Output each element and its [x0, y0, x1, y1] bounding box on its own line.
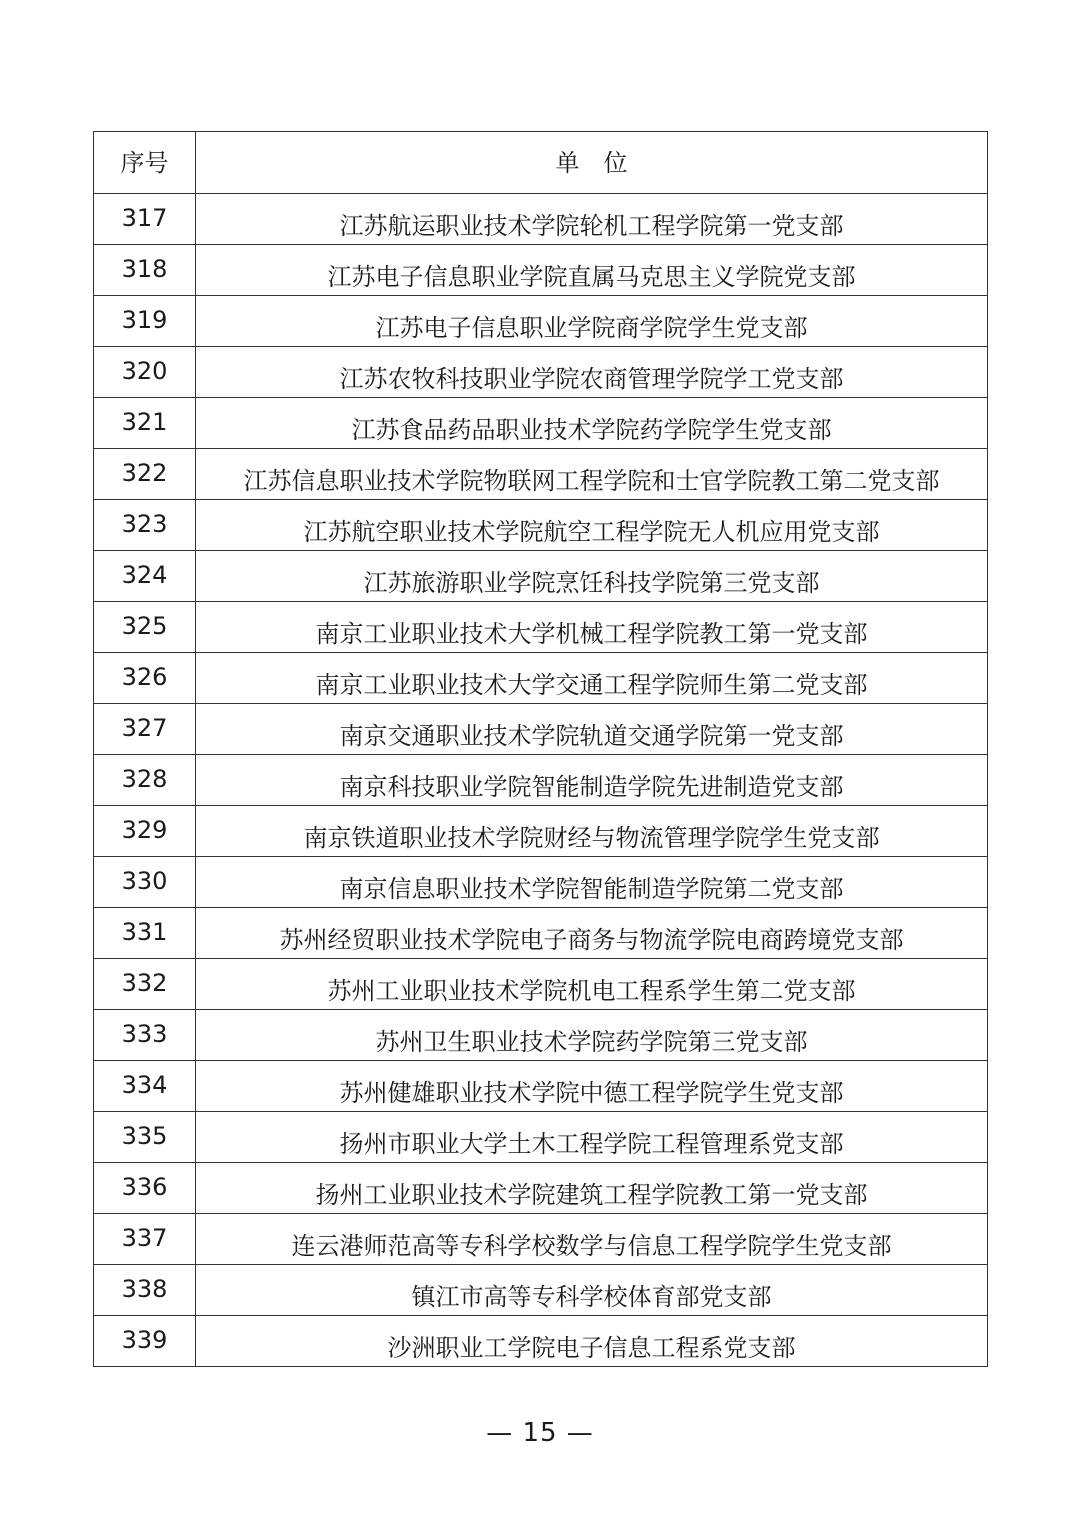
- table-row: [94, 1163, 988, 1214]
- row-seq: 336: [94, 1163, 196, 1214]
- table-row: [94, 194, 988, 245]
- row-unit: 扬州工业职业技术学院建筑工程学院教工第一党支部: [196, 1163, 988, 1214]
- row-seq: 337: [94, 1214, 196, 1265]
- row-unit: 苏州工业职业技术学院机电工程系学生第二党支部: [196, 959, 988, 1010]
- row-unit: 苏州经贸职业技术学院电子商务与物流学院电商跨境党支部: [196, 908, 988, 959]
- table-row: [94, 1316, 988, 1367]
- table-row: [94, 755, 988, 806]
- table-row: [94, 959, 988, 1010]
- row-seq: 325: [94, 602, 196, 653]
- row-seq: 333: [94, 1010, 196, 1061]
- row-seq: 334: [94, 1061, 196, 1112]
- table-header: [94, 132, 988, 194]
- table-row: [94, 602, 988, 653]
- row-unit: 南京工业职业技术大学交通工程学院师生第二党支部: [196, 653, 988, 704]
- header-row: [94, 132, 988, 194]
- row-seq: 318: [94, 245, 196, 296]
- row-unit: 江苏食品药品职业技术学院药学院学生党支部: [196, 398, 988, 449]
- row-unit: 江苏航空职业技术学院航空工程学院无人机应用党支部: [196, 500, 988, 551]
- row-seq: 338: [94, 1265, 196, 1316]
- table-row: [94, 398, 988, 449]
- units-table: [93, 131, 988, 1367]
- row-seq: 319: [94, 296, 196, 347]
- table-row: [94, 908, 988, 959]
- table-row: [94, 1112, 988, 1163]
- row-unit: 南京工业职业技术大学机械工程学院教工第一党支部: [196, 602, 988, 653]
- table-row: [94, 704, 988, 755]
- row-unit: 镇江市高等专科学校体育部党支部: [196, 1265, 988, 1316]
- row-seq: 317: [94, 194, 196, 245]
- row-unit: 南京铁道职业技术学院财经与物流管理学院学生党支部: [196, 806, 988, 857]
- table-row: [94, 1214, 988, 1265]
- row-unit: 南京信息职业技术学院智能制造学院第二党支部: [196, 857, 988, 908]
- row-seq: 328: [94, 755, 196, 806]
- row-seq: 335: [94, 1112, 196, 1163]
- row-unit: 沙洲职业工学院电子信息工程系党支部: [196, 1316, 988, 1367]
- header-seq: 序号: [94, 132, 196, 194]
- row-unit: 苏州健雄职业技术学院中德工程学院学生党支部: [196, 1061, 988, 1112]
- row-unit: 江苏电子信息职业学院直属马克思主义学院党支部: [196, 245, 988, 296]
- row-unit: 苏州卫生职业技术学院药学院第三党支部: [196, 1010, 988, 1061]
- row-seq: 332: [94, 959, 196, 1010]
- table-body: [94, 194, 988, 1367]
- row-unit: 江苏农牧科技职业学院农商管理学院学工党支部: [196, 347, 988, 398]
- row-seq: 329: [94, 806, 196, 857]
- row-unit: 江苏旅游职业学院烹饪科技学院第三党支部: [196, 551, 988, 602]
- table-row: [94, 245, 988, 296]
- table-row: [94, 551, 988, 602]
- row-unit: 江苏信息职业技术学院物联网工程学院和士官学院教工第二党支部: [196, 449, 988, 500]
- table-row: [94, 347, 988, 398]
- table-row: [94, 1061, 988, 1112]
- table-row: [94, 1010, 988, 1061]
- row-unit: 扬州市职业大学土木工程学院工程管理系党支部: [196, 1112, 988, 1163]
- row-seq: 321: [94, 398, 196, 449]
- table-row: [94, 500, 988, 551]
- row-seq: 326: [94, 653, 196, 704]
- row-unit: 南京科技职业学院智能制造学院先进制造党支部: [196, 755, 988, 806]
- row-seq: 320: [94, 347, 196, 398]
- table-row: [94, 806, 988, 857]
- row-seq: 331: [94, 908, 196, 959]
- page-number: — 15 —: [486, 1418, 594, 1448]
- table-row: [94, 449, 988, 500]
- row-seq: 324: [94, 551, 196, 602]
- row-unit: 江苏电子信息职业学院商学院学生党支部: [196, 296, 988, 347]
- table-row: [94, 653, 988, 704]
- row-seq: 327: [94, 704, 196, 755]
- row-seq: 323: [94, 500, 196, 551]
- row-seq: 322: [94, 449, 196, 500]
- table-row: [94, 1265, 988, 1316]
- row-unit: 连云港师范高等专科学校数学与信息工程学院学生党支部: [196, 1214, 988, 1265]
- row-seq: 339: [94, 1316, 196, 1367]
- header-unit: 单位: [196, 132, 988, 194]
- row-seq: 330: [94, 857, 196, 908]
- table-row: [94, 296, 988, 347]
- table-row: [94, 857, 988, 908]
- row-unit: 江苏航运职业技术学院轮机工程学院第一党支部: [196, 194, 988, 245]
- row-unit: 南京交通职业技术学院轨道交通学院第一党支部: [196, 704, 988, 755]
